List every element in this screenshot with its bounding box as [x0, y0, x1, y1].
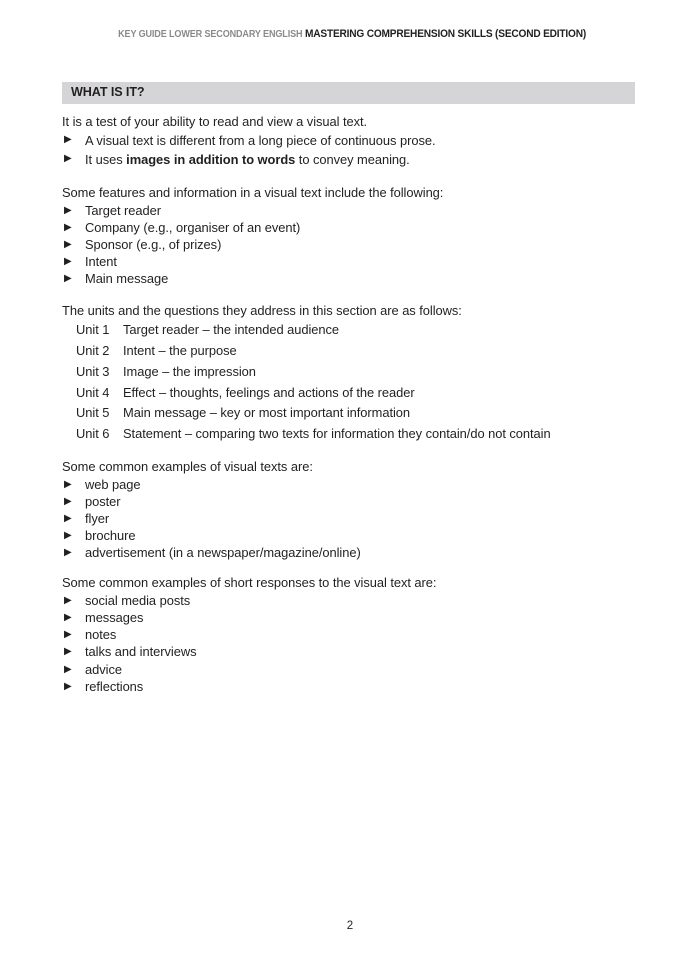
- visual-texts-intro: Some common examples of visual texts are:: [62, 458, 313, 474]
- triangle-bullet-icon: ▶: [64, 612, 72, 624]
- triangle-bullet-icon: ▶: [64, 629, 72, 641]
- unit-label: Unit 5: [76, 405, 110, 421]
- units-list: [62, 320, 642, 444]
- unit-row: [62, 362, 642, 383]
- unit-row: [62, 383, 642, 404]
- list-item: [62, 527, 642, 544]
- unit-label: Unit 3: [76, 363, 110, 379]
- unit-label: Unit 6: [76, 425, 110, 441]
- list-item-label: flyer: [85, 510, 110, 526]
- section-banner: [62, 82, 635, 104]
- triangle-bullet-icon: ▶: [64, 547, 72, 559]
- running-header-prefix: KEY GUIDE LOWER SECONDARY ENGLISH: [117, 29, 303, 40]
- list-item: [62, 131, 642, 150]
- triangle-bullet-icon: ▶: [64, 222, 72, 234]
- spacer: [62, 169, 642, 184]
- triangle-bullet-icon: ▶: [64, 646, 72, 658]
- unit-label: Unit 2: [76, 343, 110, 359]
- list-item: [62, 592, 642, 609]
- section-heading: WHAT IS IT?: [71, 85, 145, 99]
- list-item: [62, 643, 642, 660]
- unit-row: [62, 341, 642, 362]
- triangle-bullet-icon: ▶: [64, 595, 72, 607]
- list-item-label: talks and interviews: [85, 644, 197, 660]
- list-item: [62, 150, 642, 169]
- unit-row: [62, 424, 642, 445]
- unit-description: Main message – key or most important information: [123, 405, 411, 421]
- list-item: [62, 270, 642, 287]
- features-bullet-list: [62, 202, 642, 287]
- list-item: [62, 678, 642, 695]
- features-intro: Some features and information in a visual text include the following:: [62, 185, 444, 200]
- list-item: [62, 219, 642, 236]
- list-item: [62, 493, 642, 510]
- triangle-bullet-icon: ▶: [64, 495, 72, 507]
- list-item-label: Main message: [85, 271, 169, 287]
- list-item: [62, 544, 642, 561]
- lead-paragraph: It is a test of your ability to read and view a visual text.: [62, 114, 368, 129]
- unit-description: Image – the impression: [123, 363, 256, 379]
- page-number: 2: [346, 920, 354, 932]
- list-item: [62, 253, 642, 270]
- running-header: [0, 26, 700, 42]
- triangle-bullet-icon: ▶: [64, 478, 72, 490]
- list-item: [62, 626, 642, 643]
- lead-bullet-list: [62, 131, 642, 169]
- unit-label: Unit 1: [76, 322, 110, 338]
- triangle-bullet-icon: ▶: [64, 512, 72, 524]
- list-item-label: notes: [85, 627, 117, 643]
- visual-texts-bullet-list: [62, 476, 642, 561]
- list-item-label: Intent: [85, 254, 117, 270]
- list-item-label-emphasis: images in addition to words: [126, 152, 296, 167]
- unit-label: Unit 4: [76, 384, 110, 400]
- list-item: [62, 510, 642, 527]
- triangle-bullet-icon: ▶: [64, 153, 72, 164]
- list-item-label-pre: It uses: [85, 152, 127, 167]
- list-item: [62, 476, 642, 493]
- unit-description: Intent – the purpose: [123, 343, 237, 359]
- unit-row: [62, 403, 642, 424]
- list-item-label: Sponsor (e.g., of prizes): [85, 237, 222, 253]
- unit-row: [62, 320, 642, 341]
- list-item-label: Company (e.g., organiser of an event): [85, 220, 301, 236]
- list-item: [62, 661, 642, 678]
- triangle-bullet-icon: ▶: [64, 680, 72, 692]
- spacer: [62, 287, 642, 302]
- spacer: [62, 445, 642, 458]
- units-intro: The units and the questions they address in this section are as follows:: [62, 303, 462, 319]
- list-item-label: messages: [85, 610, 144, 626]
- short-responses-intro: Some common examples of short responses to the visual text are:: [62, 575, 437, 591]
- unit-description: Target reader – the intended audience: [123, 322, 340, 338]
- list-item-label: reflections: [85, 678, 144, 694]
- triangle-bullet-icon: ▶: [64, 273, 72, 285]
- page-content: [62, 113, 642, 695]
- unit-description: Effect – thoughts, feelings and actions of the reader: [123, 384, 415, 400]
- spacer: [62, 561, 642, 574]
- list-item: [62, 202, 642, 219]
- list-item-label-post: to convey meaning.: [295, 152, 410, 167]
- short-responses-bullet-list: [62, 592, 642, 695]
- list-item: [62, 609, 642, 626]
- list-item-label: brochure: [85, 527, 136, 543]
- triangle-bullet-icon: ▶: [64, 663, 72, 675]
- unit-description: Statement – comparing two texts for information they contain/do not contain: [123, 425, 551, 441]
- list-item-label: Target reader: [85, 203, 162, 218]
- list-item-label: poster: [85, 493, 121, 509]
- triangle-bullet-icon: ▶: [64, 256, 72, 268]
- triangle-bullet-icon: ▶: [64, 239, 72, 251]
- list-item-label: A visual text is different from a long piece of continuous prose.: [85, 133, 436, 148]
- list-item-label: advertisement (in a newspaper/magazine/online): [85, 545, 361, 561]
- list-item-label: social media posts: [85, 593, 191, 609]
- list-item-label: web page: [85, 476, 141, 492]
- list-item: [62, 236, 642, 253]
- triangle-bullet-icon: ▶: [64, 205, 72, 216]
- triangle-bullet-icon: ▶: [64, 134, 72, 145]
- list-item-label: advice: [85, 661, 122, 677]
- running-header-title: MASTERING COMPREHENSION SKILLS (SECOND EDITION): [305, 28, 587, 40]
- triangle-bullet-icon: ▶: [64, 529, 72, 541]
